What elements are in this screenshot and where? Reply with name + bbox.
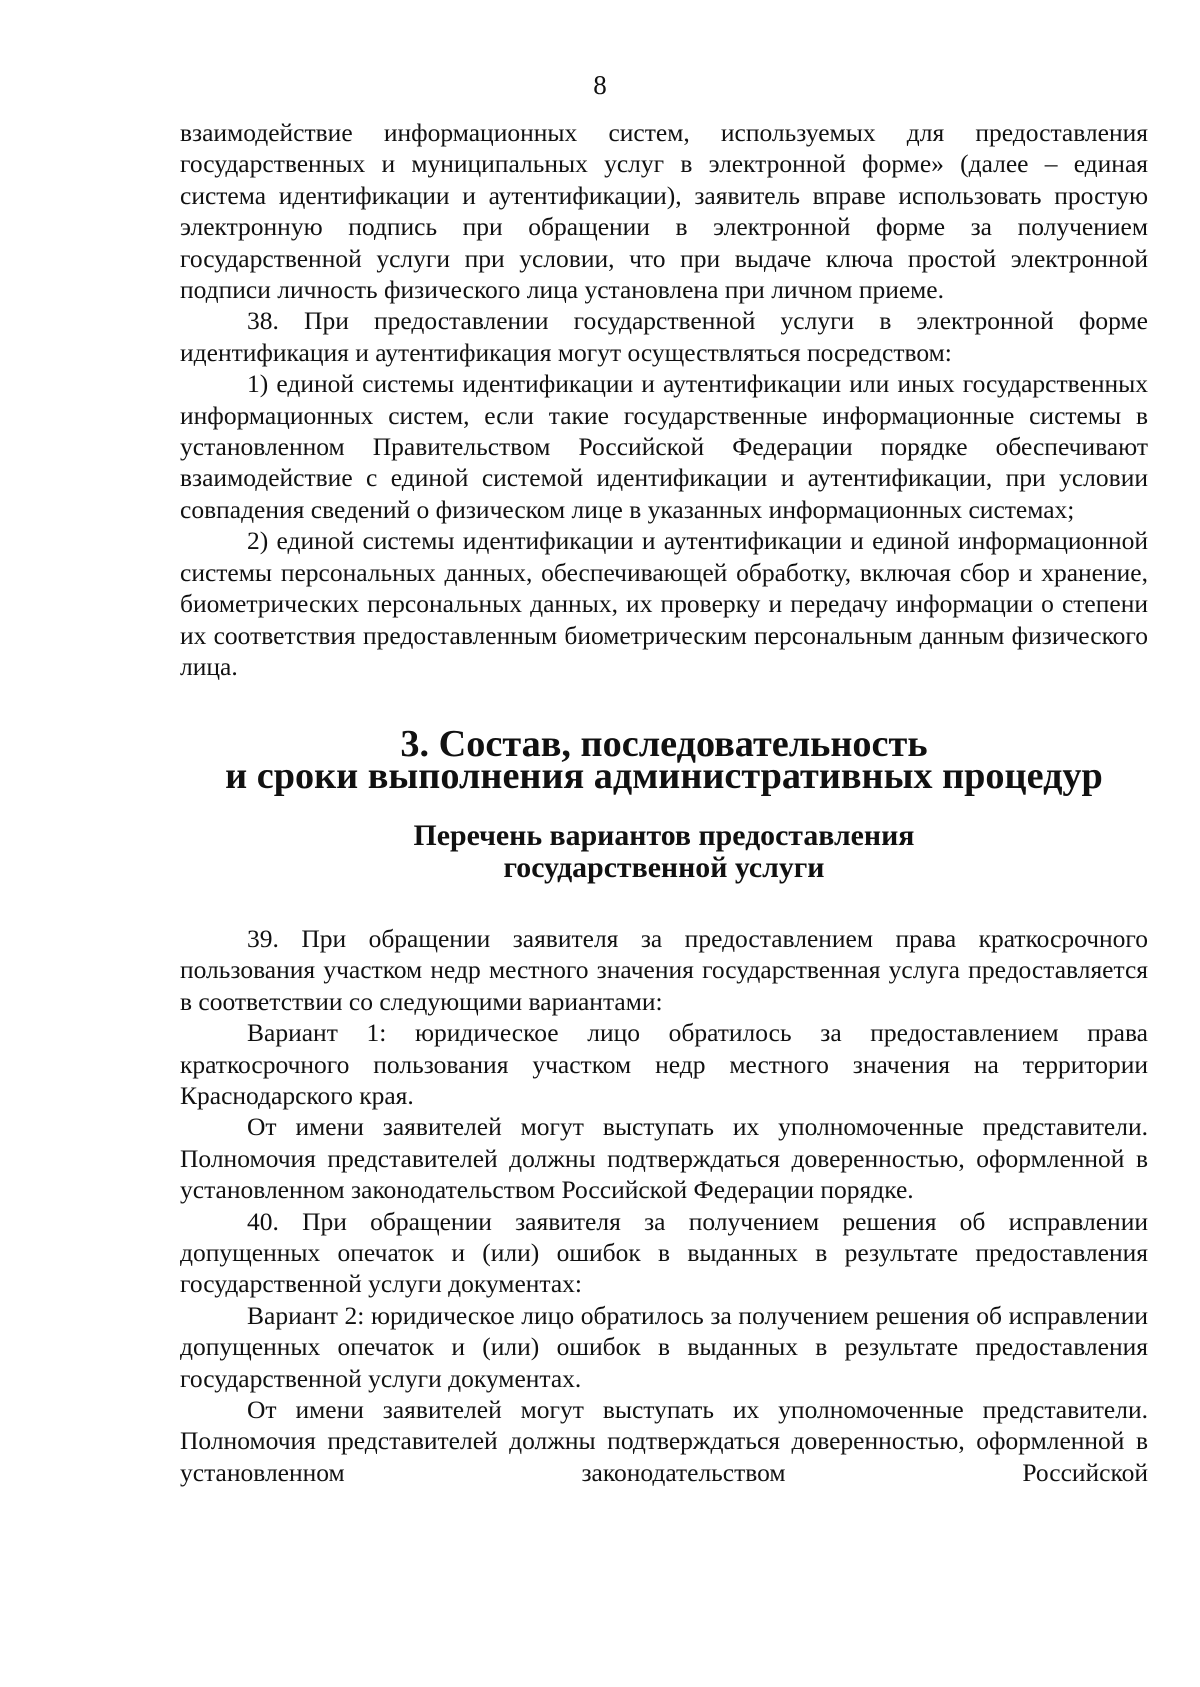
paragraph-39-variant-1: Вариант 1: юридическое лицо обратилось за предоставлением права краткосрочного пользования участком недр местного значения на территории Краснодарского края. <box>180 1018 1148 1110</box>
paragraph-39-representatives: От имени заявителей могут выступать их уполномоченные представители. Полномочия представителей должны подтверждаться доверенностью, оформленной в установленном законодательством Российской Федерации порядке. <box>180 1112 1148 1205</box>
paragraph-38-item-1: 1) единой системы идентификации и аутентификации или иных государственных информационных систем, если такие государственные информационные системы в установленном Правительством Российской Федерации порядке обеспечивают взаимодействие с единой системой идентификации и аутентификации, при условии совпадения сведений о физическом лице в указанных информационных системах; <box>180 369 1148 524</box>
paragraph-39: 39. При обращении заявителя за предоставлением права краткосрочного пользования участком недр местного значения государственная услуга предоставляется в соответствии со следующими вариантами: <box>180 923 1148 1016</box>
subsection-heading-line-1: Перечень вариантов предоставления <box>413 819 915 853</box>
paragraph-continuation: взаимодействие информационных систем, используемых для предоставления государственных и муниципальных услуг в электронной форме» (далее – единая система идентификации и аутентификации), заявитель вправе использовать простую электронную подпись при обращении в электронной форме за получением государственной услуги при условии, что при выдаче ключа простой электронной подписи личность физического лица установлена при личном приеме. <box>180 118 1148 305</box>
paragraph-40: 40. При обращении заявителя за получением решения об исправлении допущенных опечаток и (или) ошибок в выданных в результате предоставления государственной услуги документах: <box>180 1206 1148 1299</box>
paragraph-40-variant-2: Вариант 2: юридическое лицо обратилось за получением решения об исправлении допущенных опечаток и (или) ошибок в выданных в результате предоставления государственной услуги документах. <box>180 1300 1148 1393</box>
spacer <box>180 883 1148 923</box>
page-number: 8 <box>593 70 607 100</box>
document-body <box>180 117 1148 1488</box>
paragraph-38: 38. При предоставлении государственной услуги в электронной форме идентификация и аутентификация могут осуществляться посредством: <box>180 306 1148 367</box>
spacer <box>180 682 1148 729</box>
subsection-heading <box>180 820 1148 883</box>
paragraph-38-item-2: 2) единой системы идентификации и аутентификации и единой информационной системы персональных данных, обеспечивающей обработку, включая сбор и хранение, биометрических персональных данных, их проверку и передачу информации о степени их соответствия предоставленным биометрическим персональным данным физического лица. <box>180 526 1148 681</box>
subsection-heading-line-2: государственной услуги <box>503 850 825 884</box>
section-heading-line-1: 3. Состав, последовательность <box>400 723 928 766</box>
section-heading-line-2: и сроки выполнения административных процедур <box>225 754 1103 797</box>
section-heading <box>180 723 1148 797</box>
paragraph-40-representatives: От имени заявителей могут выступать их уполномоченные представители. Полномочия представителей должны подтверждаться доверенностью, оформленной в установленном законодательством Российской <box>180 1395 1148 1487</box>
